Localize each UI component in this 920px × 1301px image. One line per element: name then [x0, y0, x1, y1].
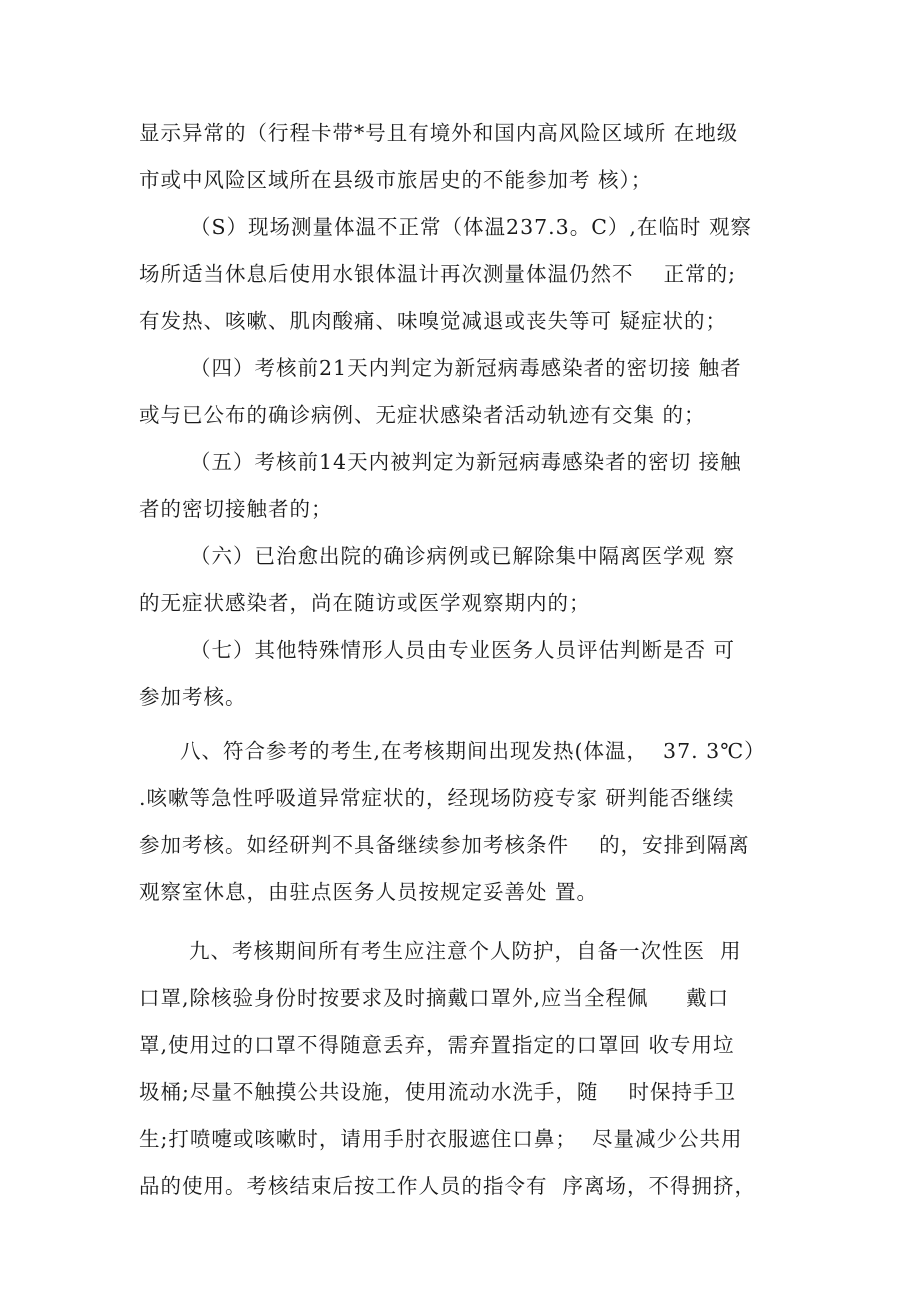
text-line: 或与已公布的确诊病例、无症状感染者活动轨迹有交集 的；: [139, 403, 706, 427]
text-line: （六）已治愈出院的确诊病例或已解除集中隔离医学观 察: [190, 544, 736, 568]
text-line: （S）现场测量体温不正常（体温237.3。C）,在临时 观察: [190, 215, 752, 239]
text-line: 九、考核期间所有考生应注意个人防护，自备一次性医 用: [189, 939, 742, 963]
text-line: 生;打喷嚏或咳嗽时，请用手肘衣服遮住口鼻； 尽量减少公共用: [139, 1127, 743, 1151]
text-line: .咳嗽等急性呼吸道异常症状的，经现场防疫专家 研判能否继续: [139, 786, 735, 810]
text-line: 有发热、咳嗽、肌肉酸痛、味嗅觉减退或丧失等可 疑症状的；: [139, 309, 728, 333]
text-line: 罩,使用过的口罩不得随意丢弃，需弃置指定的口罩回 收专用垃: [139, 1033, 735, 1057]
text-line: 圾桶;尽量不触摸公共设施，使用流动水洗手，随 时保持手卫: [139, 1080, 736, 1104]
text-line: 的无症状感染者，尚在随访或医学观察期内的；: [139, 591, 591, 615]
text-line: （五）考核前14天内被判定为新冠病毒感染者的密切 接触: [190, 450, 742, 474]
text-line: 显示异常的（行程卡带*号且有境外和国内高风险区域所 在地级: [139, 121, 739, 145]
text-line: 品的使用。考核结束后按工作人员的指令有 序离场，不得拥挤，: [139, 1174, 757, 1198]
text-line: （七）其他特殊情形人员由专业医务人员评估判断是否 可: [190, 638, 736, 662]
text-line: 口罩,除核验身份时按要求及时摘戴口罩外,应当全程佩 戴口: [139, 986, 730, 1010]
text-line: 八、符合参考的考生,在考核期间出现发热(体温， 37. 3℃）: [180, 739, 766, 763]
text-line: 者的密切接触者的；: [139, 497, 333, 521]
text-line: （四）考核前21天内判定为新冠病毒感染者的密切接 触者: [190, 356, 742, 380]
text-line: 观察室休息，由驻点医务人员按规定妥善处 置。: [139, 880, 599, 904]
text-line: 市或中风险区域所在县级市旅居史的不能参加考 核）；: [139, 168, 653, 192]
text-line: 参加考核。如经研判不具备继续参加考核条件 的，安排到隔离: [139, 833, 750, 857]
text-line: 场所适当休息后使用水银体温计再次测量体温仍然不 正常的;: [139, 262, 736, 286]
text-line: 参加考核。: [139, 685, 247, 709]
